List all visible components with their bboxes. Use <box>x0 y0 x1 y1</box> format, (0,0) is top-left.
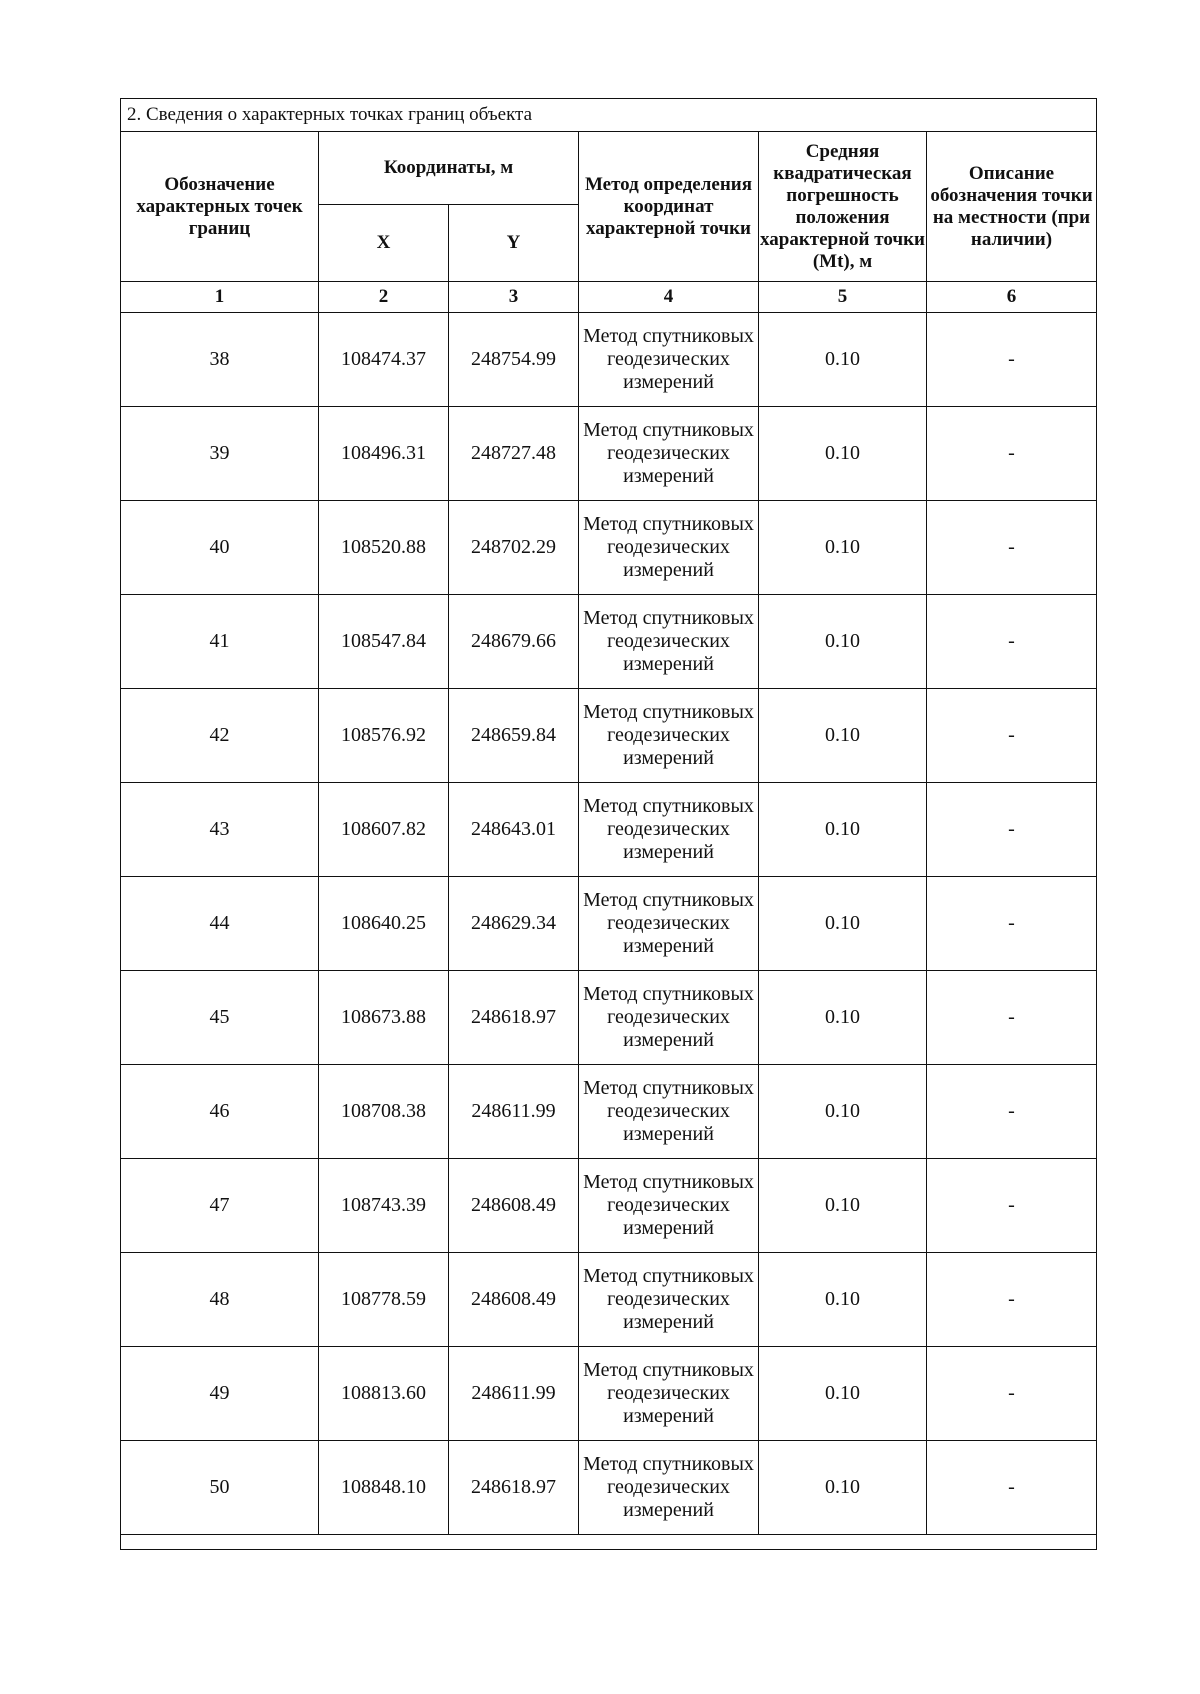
table-row <box>121 501 1097 595</box>
x-cell: 108607.82 <box>319 783 449 877</box>
method-cell: Метод спутниковых геодезических измерений <box>579 971 759 1065</box>
x-cell: 108640.25 <box>319 877 449 971</box>
point-cell: 49 <box>121 1347 319 1441</box>
x-cell: 108673.88 <box>319 971 449 1065</box>
header-y: Y <box>449 205 579 282</box>
point-cell: 44 <box>121 877 319 971</box>
table-row <box>121 407 1097 501</box>
description-cell: - <box>927 877 1097 971</box>
header-coordinates: Координаты, м <box>319 132 579 205</box>
method-cell: Метод спутниковых геодезических измерений <box>579 1441 759 1535</box>
table-row <box>121 689 1097 783</box>
point-cell: 41 <box>121 595 319 689</box>
method-cell: Метод спутниковых геодезических измерений <box>579 501 759 595</box>
header-point-designation: Обозначение характерных точек границ <box>121 132 319 282</box>
table-row <box>121 1441 1097 1535</box>
section-title: 2. Сведения о характерных точках границ объекта <box>121 99 1097 132</box>
error-cell: 0.10 <box>759 407 927 501</box>
x-cell: 108496.31 <box>319 407 449 501</box>
method-cell: Метод спутниковых геодезических измерений <box>579 595 759 689</box>
method-cell: Метод спутниковых геодезических измерений <box>579 1347 759 1441</box>
header-error: Средняя квадратическая погрешность положения характерной точки (Mt), м <box>759 132 927 282</box>
error-cell: 0.10 <box>759 1441 927 1535</box>
method-cell: Метод спутниковых геодезических измерений <box>579 783 759 877</box>
point-cell: 38 <box>121 313 319 407</box>
method-cell: Метод спутниковых геодезических измерений <box>579 1253 759 1347</box>
point-cell: 45 <box>121 971 319 1065</box>
description-cell: - <box>927 1347 1097 1441</box>
y-cell: 248618.97 <box>449 971 579 1065</box>
header-x: X <box>319 205 449 282</box>
error-cell: 0.10 <box>759 1159 927 1253</box>
column-number-6: 6 <box>927 282 1097 313</box>
method-cell: Метод спутниковых геодезических измерений <box>579 1065 759 1159</box>
column-number-4: 4 <box>579 282 759 313</box>
error-cell: 0.10 <box>759 595 927 689</box>
y-cell: 248611.99 <box>449 1065 579 1159</box>
error-cell: 0.10 <box>759 501 927 595</box>
description-cell: - <box>927 783 1097 877</box>
x-cell: 108708.38 <box>319 1065 449 1159</box>
y-cell: 248608.49 <box>449 1253 579 1347</box>
x-cell: 108474.37 <box>319 313 449 407</box>
column-number-5: 5 <box>759 282 927 313</box>
header-description: Описание обозначения точки на местности (при наличии) <box>927 132 1097 282</box>
y-cell: 248608.49 <box>449 1159 579 1253</box>
table-row <box>121 313 1097 407</box>
boundary-points-table <box>120 98 1097 1550</box>
table-end-row <box>121 1535 1097 1550</box>
description-cell: - <box>927 501 1097 595</box>
table-row <box>121 1253 1097 1347</box>
y-cell: 248618.97 <box>449 1441 579 1535</box>
error-cell: 0.10 <box>759 1253 927 1347</box>
point-cell: 47 <box>121 1159 319 1253</box>
column-number-1: 1 <box>121 282 319 313</box>
table-row <box>121 1347 1097 1441</box>
error-cell: 0.10 <box>759 877 927 971</box>
table-body <box>121 313 1097 1550</box>
error-cell: 0.10 <box>759 1065 927 1159</box>
table-row <box>121 1159 1097 1253</box>
y-cell: 248659.84 <box>449 689 579 783</box>
y-cell: 248727.48 <box>449 407 579 501</box>
header-method: Метод определения координат характерной точки <box>579 132 759 282</box>
y-cell: 248702.29 <box>449 501 579 595</box>
x-cell: 108778.59 <box>319 1253 449 1347</box>
description-cell: - <box>927 1065 1097 1159</box>
x-cell: 108813.60 <box>319 1347 449 1441</box>
description-cell: - <box>927 689 1097 783</box>
error-cell: 0.10 <box>759 783 927 877</box>
method-cell: Метод спутниковых геодезических измерений <box>579 1159 759 1253</box>
method-cell: Метод спутниковых геодезических измерений <box>579 689 759 783</box>
x-cell: 108576.92 <box>319 689 449 783</box>
point-cell: 43 <box>121 783 319 877</box>
column-number-2: 2 <box>319 282 449 313</box>
table-row <box>121 877 1097 971</box>
y-cell: 248754.99 <box>449 313 579 407</box>
description-cell: - <box>927 1441 1097 1535</box>
x-cell: 108743.39 <box>319 1159 449 1253</box>
method-cell: Метод спутниковых геодезических измерений <box>579 313 759 407</box>
y-cell: 248611.99 <box>449 1347 579 1441</box>
table-end-cell <box>121 1535 1097 1550</box>
x-cell: 108520.88 <box>319 501 449 595</box>
description-cell: - <box>927 313 1097 407</box>
point-cell: 42 <box>121 689 319 783</box>
point-cell: 48 <box>121 1253 319 1347</box>
table-row <box>121 783 1097 877</box>
y-cell: 248679.66 <box>449 595 579 689</box>
description-cell: - <box>927 971 1097 1065</box>
error-cell: 0.10 <box>759 971 927 1065</box>
description-cell: - <box>927 407 1097 501</box>
description-cell: - <box>927 595 1097 689</box>
description-cell: - <box>927 1159 1097 1253</box>
x-cell: 108547.84 <box>319 595 449 689</box>
x-cell: 108848.10 <box>319 1441 449 1535</box>
error-cell: 0.10 <box>759 689 927 783</box>
error-cell: 0.10 <box>759 1347 927 1441</box>
point-cell: 40 <box>121 501 319 595</box>
error-cell: 0.10 <box>759 313 927 407</box>
table-row <box>121 971 1097 1065</box>
column-number-3: 3 <box>449 282 579 313</box>
y-cell: 248643.01 <box>449 783 579 877</box>
point-cell: 46 <box>121 1065 319 1159</box>
point-cell: 39 <box>121 407 319 501</box>
table-row <box>121 1065 1097 1159</box>
description-cell: - <box>927 1253 1097 1347</box>
point-cell: 50 <box>121 1441 319 1535</box>
method-cell: Метод спутниковых геодезических измерений <box>579 407 759 501</box>
y-cell: 248629.34 <box>449 877 579 971</box>
table-row <box>121 595 1097 689</box>
method-cell: Метод спутниковых геодезических измерений <box>579 877 759 971</box>
